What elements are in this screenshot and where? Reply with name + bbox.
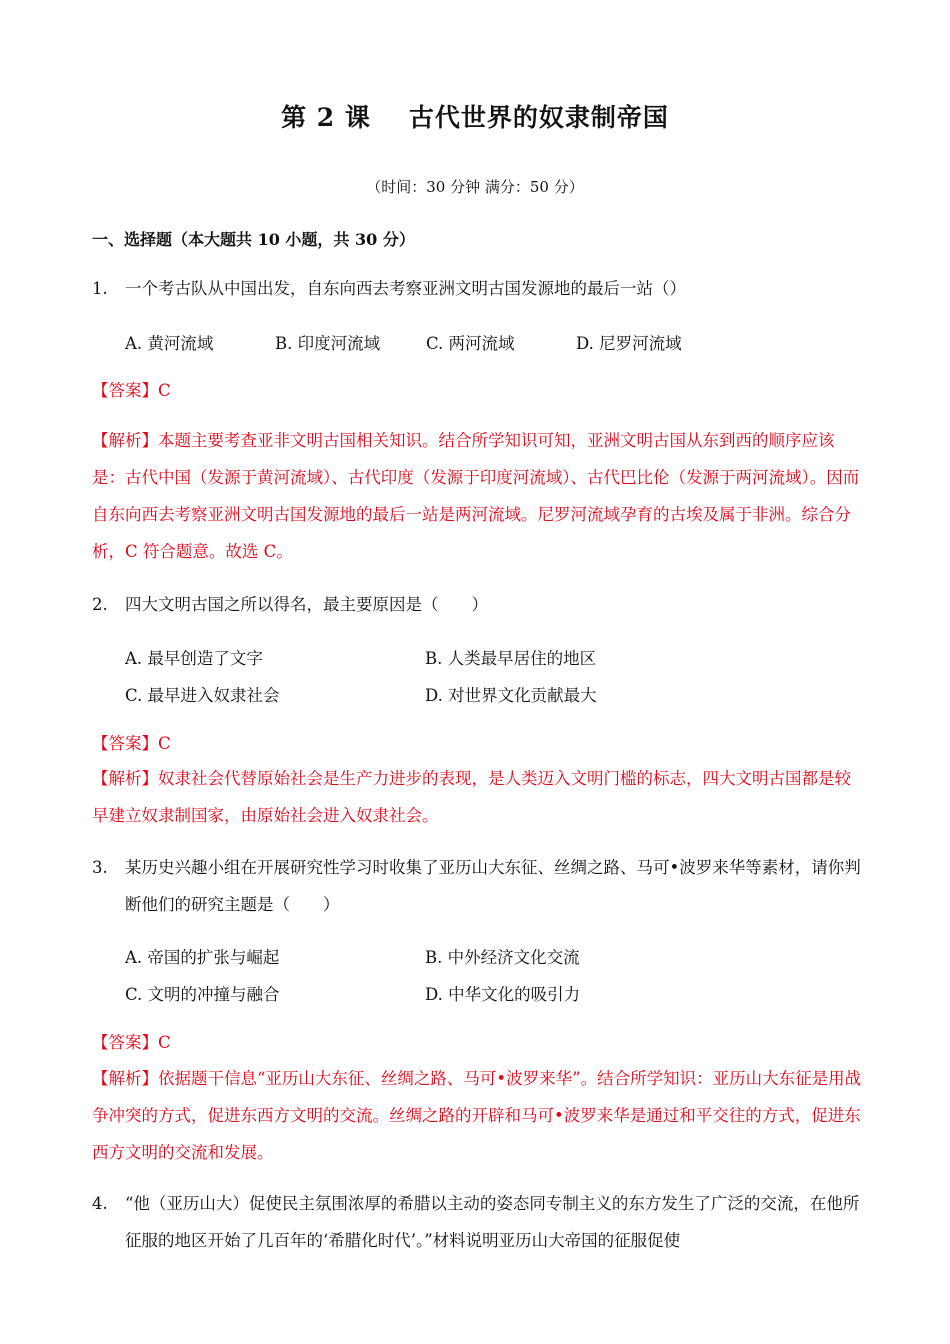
- answer-value: C: [158, 381, 171, 400]
- analysis-3: [92, 1060, 862, 1171]
- question-1: [92, 270, 862, 307]
- analysis-2: [92, 760, 862, 834]
- analysis-text: 依据题干信息“亚历山大东征、丝绸之路、马可•波罗来华”。结合所学知识：亚历山大东征是用战争冲突的方式，促进东西方文明的交流。丝绸之路的开辟和马可•波罗来华是通过和平交往的方式，促进东西方文明的交流和发展。: [92, 1069, 862, 1162]
- question-number: 1.: [92, 279, 108, 298]
- exam-meta: （时间：30 分钟 满分：50 分）: [366, 178, 584, 196]
- analysis-tag: 【解析】: [92, 769, 158, 788]
- option-b: B. 中外经济文化交流: [425, 948, 580, 967]
- lesson-title: 古代世界的奴隶制帝国: [408, 103, 669, 132]
- lesson-number: 第 2 课: [281, 103, 371, 132]
- option-d: D. 对世界文化贡献最大: [425, 686, 597, 705]
- option-b: B. 印度河流域: [275, 334, 381, 353]
- analysis-text: 奴隶社会代替原始社会是生产力进步的表现，是人类迈入文明门槛的标志，四大文明古国都是较早建立奴隶制国家，由原始社会进入奴隶社会。: [92, 769, 851, 825]
- answer-tag: 【答案】: [92, 1033, 158, 1052]
- analysis-tag: 【解析】: [92, 1069, 158, 1088]
- question-3: [92, 849, 862, 923]
- option-d: D. 中华文化的吸引力: [425, 985, 581, 1004]
- analysis-text: 本题主要考查亚非文明古国相关知识。结合所学知识可知，亚洲文明古国从东到西的顺序应该是：古代中国（发源于黄河流域）、古代印度（发源于印度河流域）、古代巴比伦（发源于两河流域）。因而自东向西去考察亚洲文明古国发源地的最后一站是两河流域。尼罗河流域孕育的古埃及属于非洲。综合分析，C 符合题意。故选 C。: [92, 431, 860, 561]
- option-a: A. 帝国的扩张与崛起: [125, 948, 280, 967]
- question-stem: 某历史兴趣小组在开展研究性学习时收集了亚历山大东征、丝绸之路、马可•波罗来华等素材，请你判断他们的研究主题是（ ）: [125, 858, 861, 914]
- question-2: [92, 586, 862, 623]
- question-stem: 一个考古队从中国出发，自东向西去考察亚洲文明古国发源地的最后一站（）: [125, 279, 686, 298]
- question-stem: “他（亚历山大）促使民主氛围浓厚的希腊以主动的姿态同专制主义的东方发生了广泛的交流，在他所征服的地区开始了几百年的‘希腊化时代’。”材料说明亚历山大帝国的征服促使: [125, 1194, 860, 1250]
- option-c: C. 最早进入奴隶社会: [125, 686, 280, 705]
- question-stem: 四大文明古国之所以得名，最主要原因是（ ）: [125, 595, 488, 614]
- page-title: [0, 98, 950, 134]
- answer-1: [92, 372, 862, 409]
- section-heading: 一、选择题（本大题共 10 小题，共 30 分）: [92, 230, 415, 249]
- option-a: A. 最早创造了文字: [125, 649, 263, 668]
- analysis-tag: 【解析】: [92, 431, 158, 450]
- option-b: B. 人类最早居住的地区: [425, 649, 597, 668]
- option-a: A. 黄河流域: [125, 334, 214, 353]
- option-c: C. 文明的冲撞与融合: [125, 985, 280, 1004]
- answer-tag: 【答案】: [92, 381, 158, 400]
- analysis-1: [92, 422, 862, 570]
- answer-3: [92, 1024, 862, 1061]
- question-number: 4.: [92, 1194, 108, 1213]
- answer-tag: 【答案】: [92, 734, 158, 753]
- question-number: 3.: [92, 858, 108, 877]
- option-c: C. 两河流域: [426, 334, 515, 353]
- answer-2: [92, 725, 862, 762]
- question-4: [92, 1185, 862, 1259]
- answer-value: C: [158, 1033, 171, 1052]
- answer-value: C: [158, 734, 171, 753]
- option-d: D. 尼罗河流域: [576, 334, 682, 353]
- question-number: 2.: [92, 595, 108, 614]
